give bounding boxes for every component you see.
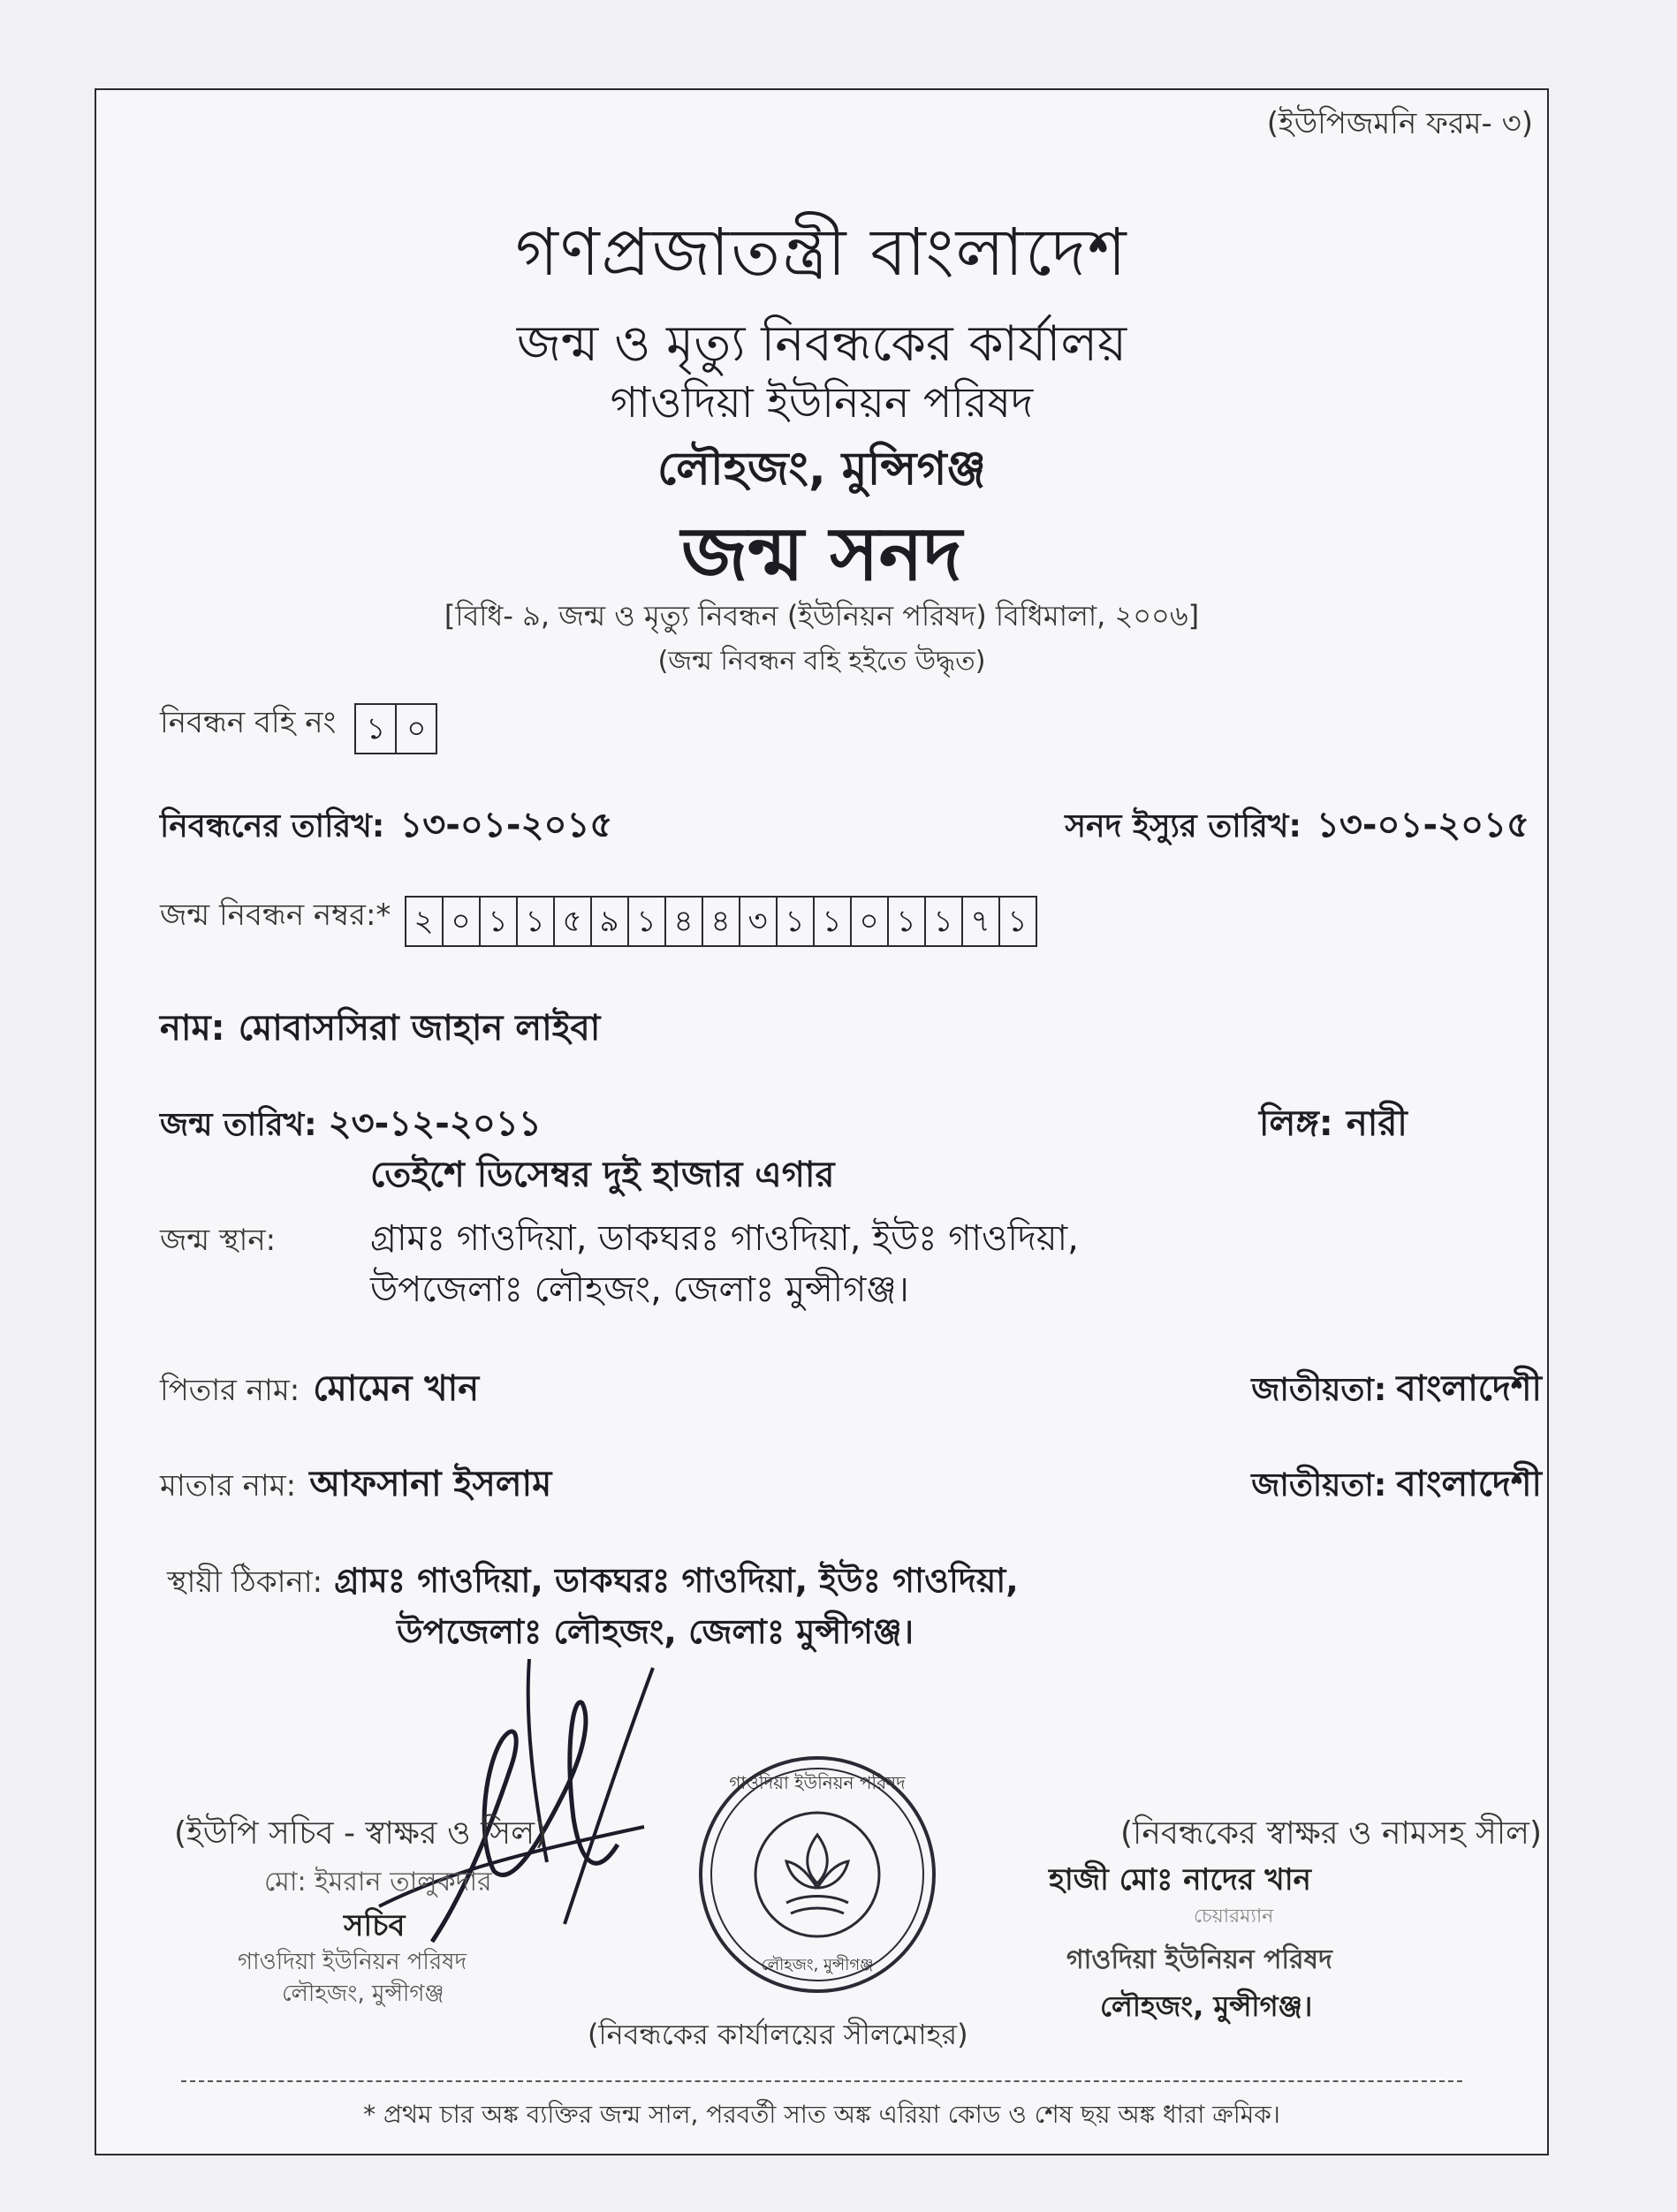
address-line-1: গ্রামঃ গাওদিয়া, ডাকঘরঃ গাওদিয়া, ইউঃ গাওদিয়া, bbox=[334, 1561, 1019, 1600]
birthplace-line-2: উপজেলাঃ লৌহজং, জেলাঃ মুন্সীগঞ্জ। bbox=[370, 1269, 909, 1310]
issue-date-value: ১৩-০১-২০১৫ bbox=[1316, 805, 1529, 845]
document-title: জন্ম সনদ bbox=[681, 511, 962, 597]
father-nationality-value: বাংলাদেশী bbox=[1396, 1368, 1542, 1409]
registration-digit: ১ bbox=[481, 898, 518, 945]
registration-digit: ১ bbox=[889, 898, 926, 945]
mother-label: মাতার নাম: bbox=[160, 1468, 297, 1504]
registration-digit: ১ bbox=[1007, 903, 1028, 939]
registration-digit: ৭ bbox=[963, 898, 1000, 945]
registration-number-box bbox=[405, 896, 1037, 947]
registration-number-label: জন্ম নিবন্ধন নম্বর:* bbox=[160, 898, 391, 933]
dob-row bbox=[160, 1095, 542, 1155]
mother-nationality-row bbox=[1251, 1456, 1542, 1515]
father-row bbox=[160, 1360, 479, 1420]
mother-value: আফসানা ইসলাম bbox=[309, 1464, 552, 1504]
secretary-location: লৌহজং, মুন্সীগঞ্জ bbox=[282, 1981, 444, 2007]
father-value: মোমেন খান bbox=[313, 1368, 480, 1409]
register-book-label: নিবন্ধন বহি নং bbox=[160, 705, 337, 740]
birthplace-line-1: গ্রামঃ গাওদিয়া, ডাকঘরঃ গাওদিয়া, ইউঃ গাওদিয়া, bbox=[370, 1218, 1079, 1259]
registration-number-row bbox=[160, 892, 1037, 947]
registration-digit: ৯ bbox=[592, 898, 629, 945]
register-book-row bbox=[160, 700, 437, 754]
register-book-digit: ০ bbox=[406, 710, 427, 746]
name-label: নাম: bbox=[160, 1008, 225, 1049]
mother-row bbox=[160, 1456, 551, 1515]
footnote-separator bbox=[181, 2080, 1462, 2082]
mother-nationality-label: জাতীয়তা: bbox=[1251, 1467, 1387, 1504]
registrar-union: গাওদিয়া ইউনিয়ন পরিষদ bbox=[1066, 1944, 1332, 1975]
location-heading: লৌহজং, মুন্সিগঞ্জ bbox=[657, 443, 986, 496]
registration-digit: ২ bbox=[406, 898, 444, 945]
name-value: মোবাসসিরা জাহান লাইবা bbox=[238, 1008, 601, 1049]
registration-date-label: নিবন্ধনের তারিখ: bbox=[160, 808, 385, 845]
office-heading: জন্ম ও মৃত্যু নিবন্ধকের কার্যালয় bbox=[516, 315, 1127, 373]
issue-date-row bbox=[1065, 797, 1529, 856]
name-row bbox=[160, 1000, 600, 1059]
secretary-title: সচিব bbox=[344, 1908, 406, 1943]
registrar-name: হাজী মোঃ নাদের খান bbox=[1049, 1862, 1311, 1898]
office-seal bbox=[694, 1751, 941, 1998]
registration-digit: ১ bbox=[629, 898, 666, 945]
registration-digit: ১ bbox=[815, 898, 852, 945]
registrar-title: চেয়ারম্যান bbox=[1194, 1905, 1274, 1928]
mother-nationality-value: বাংলাদেশী bbox=[1396, 1464, 1542, 1504]
union-heading: গাওদিয়া ইউনিয়ন পরিষদ bbox=[610, 378, 1034, 428]
register-book-box bbox=[354, 703, 437, 754]
sex-value: নারী bbox=[1346, 1103, 1408, 1144]
extract-note: (জন্ম নিবন্ধন বহি হইতে উদ্ধৃত) bbox=[657, 646, 986, 677]
registration-digit: ১ bbox=[926, 898, 963, 945]
rule-reference: [বিধি- ৯, জন্ম ও মৃত্যু নিবন্ধন (ইউনিয়ন পরিষদ) বিধিমালা, ২০০৬] bbox=[444, 599, 1200, 633]
secretary-union: গাওদিয়া ইউনিয়ন পরিষদ bbox=[238, 1949, 467, 1975]
seal-bottom-text: লৌহজং, মুন্সীগঞ্জ bbox=[761, 1956, 874, 1974]
secretary-signature bbox=[361, 1641, 679, 1959]
secretary-caption: (ইউপি সচিব - স্বাক্ষর ও সিল) bbox=[174, 1815, 548, 1852]
registration-digit: ০ bbox=[444, 898, 481, 945]
address-label: স্থায়ী ঠিকানা: bbox=[167, 1564, 323, 1600]
father-label: পিতার নাম: bbox=[160, 1373, 300, 1408]
address-row bbox=[167, 1555, 1019, 1611]
sex-label: লিঙ্গ: bbox=[1259, 1103, 1333, 1144]
registration-digit: ৪ bbox=[666, 898, 703, 945]
dob-in-words: তেইশে ডিসেম্বর দুই হাজার এগার bbox=[370, 1155, 835, 1195]
registration-digit: ৩ bbox=[740, 898, 778, 945]
country-heading: গণপ্রজাতন্ত্রী বাংলাদেশ bbox=[515, 215, 1128, 291]
seal-text: গাওদিয়া ইউনিয়ন পরিষদ bbox=[729, 1772, 906, 1793]
registrar-location: লৌহজং, মুন্সীগঞ্জ। bbox=[1100, 1989, 1313, 2023]
registrar-caption: (নিবন্ধকের স্বাক্ষর ও নামসহ সীল) bbox=[1120, 1815, 1542, 1852]
registration-digit: ১ bbox=[778, 898, 815, 945]
father-nationality-label: জাতীয়তা: bbox=[1251, 1372, 1387, 1408]
form-number: (ইউপিজমনি ফরম- ৩) bbox=[1266, 106, 1533, 141]
secretary-name: মো: ইমরান তালুকদার bbox=[264, 1867, 492, 1898]
registration-date-row bbox=[160, 797, 612, 856]
seal-caption: (নিবন্ধকের কার্যালয়ের সীলমোহর) bbox=[588, 2018, 968, 2051]
sex-row bbox=[1259, 1095, 1408, 1155]
dob-label: জন্ম তারিখ: bbox=[160, 1107, 317, 1143]
registration-digit: ০ bbox=[852, 898, 889, 945]
footnote: * প্রথম চার অঙ্ক ব্যক্তির জন্ম সাল, পরবর্তী সাত অঙ্ক এরিয়া কোড ও শেষ ছয় অঙ্ক ধারা ক্রমিক। bbox=[363, 2100, 1280, 2129]
birthplace-label: জন্ম স্থান: bbox=[160, 1223, 277, 1258]
father-nationality-row bbox=[1251, 1360, 1542, 1420]
address-line-2: উপজেলাঃ লৌহজং, জেলাঃ মুন্সীগঞ্জ। bbox=[397, 1612, 914, 1651]
registration-date-value: ১৩-০১-২০১৫ bbox=[399, 805, 613, 845]
registration-digit: ৪ bbox=[703, 898, 740, 945]
registration-digit: ৫ bbox=[555, 898, 592, 945]
register-book-digit: ১ bbox=[356, 705, 397, 753]
dob-value: ২৩-১২-২০১১ bbox=[328, 1103, 542, 1144]
birth-certificate bbox=[95, 88, 1549, 2155]
registration-digit: ১ bbox=[518, 898, 555, 945]
issue-date-label: সনদ ইস্যুর তারিখ: bbox=[1065, 808, 1301, 845]
